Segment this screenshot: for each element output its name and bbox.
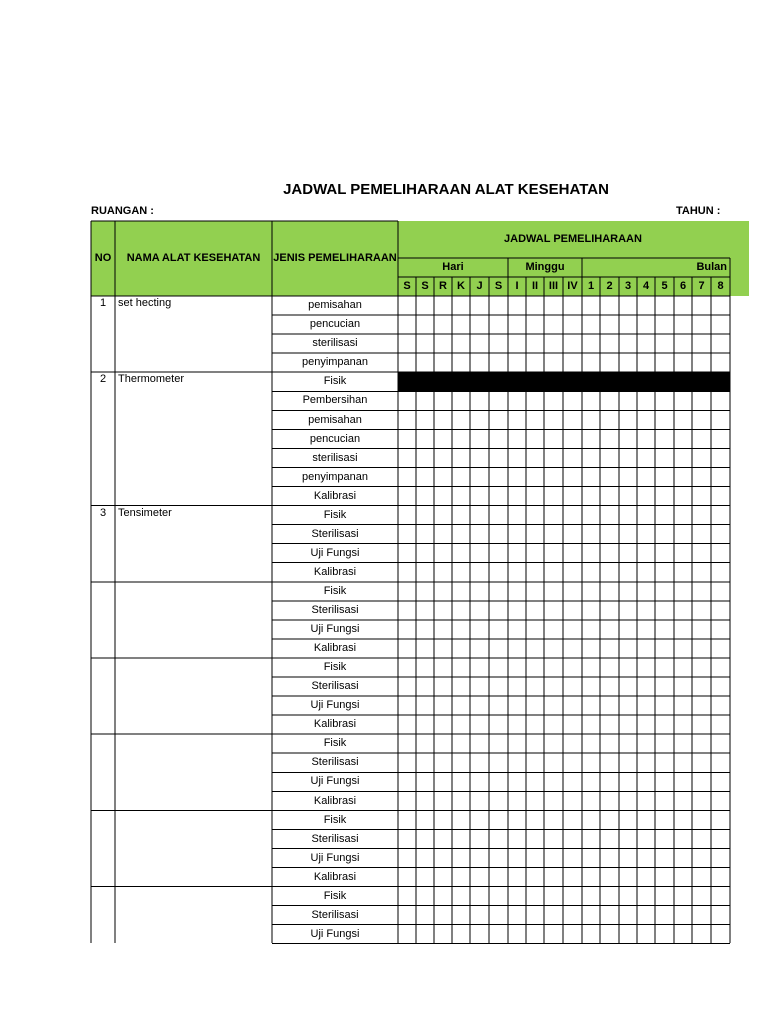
equipment-name: Tensimeter: [118, 506, 172, 519]
filled-schedule-bar: [398, 372, 730, 391]
maintenance-task: sterilisasi: [312, 337, 358, 350]
month-header: 2: [606, 280, 613, 293]
item-number: 3: [99, 506, 107, 519]
day-header: S: [494, 280, 503, 293]
month-header: 1: [587, 280, 595, 293]
maintenance-task: Fisik: [323, 661, 347, 674]
day-header: K: [457, 280, 465, 293]
item-number: 1: [99, 297, 107, 309]
maintenance-task: Kalibrasi: [313, 794, 357, 807]
header-no: NO: [94, 252, 112, 265]
maintenance-task: pencucian: [309, 318, 361, 331]
item-number: 2: [99, 373, 107, 386]
maintenance-task: Sterilisasi: [311, 908, 359, 921]
maintenance-task: pencucian: [309, 432, 361, 445]
item-number: [91, 582, 115, 600]
header-hari: Hari: [442, 261, 464, 274]
item-number: [91, 887, 115, 905]
document-title: JADWAL PEMELIHARAAN ALAT KESEHATAN: [283, 181, 609, 198]
item-number: [91, 810, 115, 828]
maintenance-task: Uji Fungsi: [310, 927, 360, 940]
maintenance-task: Kalibrasi: [313, 718, 357, 731]
maintenance-task: Uji Fungsi: [310, 699, 360, 712]
equipment-name: [115, 887, 272, 905]
header-nama-alat: NAMA ALAT KESEHATAN: [126, 252, 261, 265]
week-header: I: [515, 280, 519, 293]
week-header: IV: [567, 280, 578, 293]
maintenance-task: pemisahan: [308, 299, 362, 312]
equipment-name: [115, 810, 272, 828]
maintenance-task: Sterilisasi: [311, 680, 359, 693]
month-header: 5: [661, 280, 668, 293]
week-header: II: [531, 280, 539, 293]
month-header: 7: [698, 280, 705, 293]
maintenance-task: Pembersihan: [302, 394, 368, 407]
maintenance-task: Sterilisasi: [311, 604, 359, 616]
maintenance-task: Uji Fungsi: [310, 851, 360, 864]
maintenance-task: Sterilisasi: [311, 832, 359, 845]
ruangan-label: RUANGAN :: [91, 205, 154, 217]
maintenance-task: Uji Fungsi: [310, 546, 360, 559]
month-header: 3: [624, 280, 632, 293]
header-bulan: Bulan: [696, 261, 727, 274]
maintenance-task: Fisik: [323, 584, 347, 597]
maintenance-task: Fisik: [323, 889, 347, 902]
maintenance-task: Fisik: [323, 737, 347, 750]
month-header: 4: [642, 280, 650, 293]
maintenance-task: Fisik: [323, 508, 347, 521]
day-header: S: [421, 280, 429, 293]
month-header: 6: [679, 280, 687, 293]
maintenance-task: Sterilisasi: [311, 756, 359, 769]
equipment-name: set hecting: [118, 297, 172, 309]
item-number: [91, 658, 115, 676]
month-header: 8: [717, 280, 724, 293]
equipment-name: [115, 734, 272, 752]
equipment-name: [115, 582, 272, 600]
maintenance-task: penyimpanan: [301, 356, 369, 369]
maintenance-task: Fisik: [323, 813, 347, 826]
equipment-name: [115, 658, 272, 676]
week-header: III: [548, 280, 559, 293]
maintenance-task: Fisik: [323, 375, 347, 388]
equipment-name: Thermometer: [118, 373, 185, 386]
maintenance-task: penyimpanan: [301, 470, 369, 483]
maintenance-task: pemisahan: [308, 413, 362, 426]
header-minggu: Minggu: [525, 261, 565, 274]
maintenance-task: Uji Fungsi: [310, 623, 360, 636]
maintenance-task: Kalibrasi: [313, 489, 357, 502]
day-header: R: [439, 280, 447, 293]
maintenance-task: Sterilisasi: [311, 527, 359, 540]
maintenance-task: Uji Fungsi: [310, 775, 360, 788]
header-jenis-pemeliharaan: JENIS PEMELIHARAAN: [273, 252, 397, 265]
day-header: S: [403, 280, 411, 293]
maintenance-task: sterilisasi: [312, 451, 358, 464]
tahun-label: TAHUN :: [676, 205, 721, 217]
maintenance-task: Kalibrasi: [313, 870, 357, 883]
item-number: [91, 734, 115, 752]
header-jadwal-pemeliharaan: JADWAL PEMELIHARAAN: [504, 233, 642, 246]
day-header: J: [476, 280, 483, 293]
maintenance-task: Kalibrasi: [313, 642, 357, 655]
maintenance-task: Kalibrasi: [313, 565, 357, 578]
